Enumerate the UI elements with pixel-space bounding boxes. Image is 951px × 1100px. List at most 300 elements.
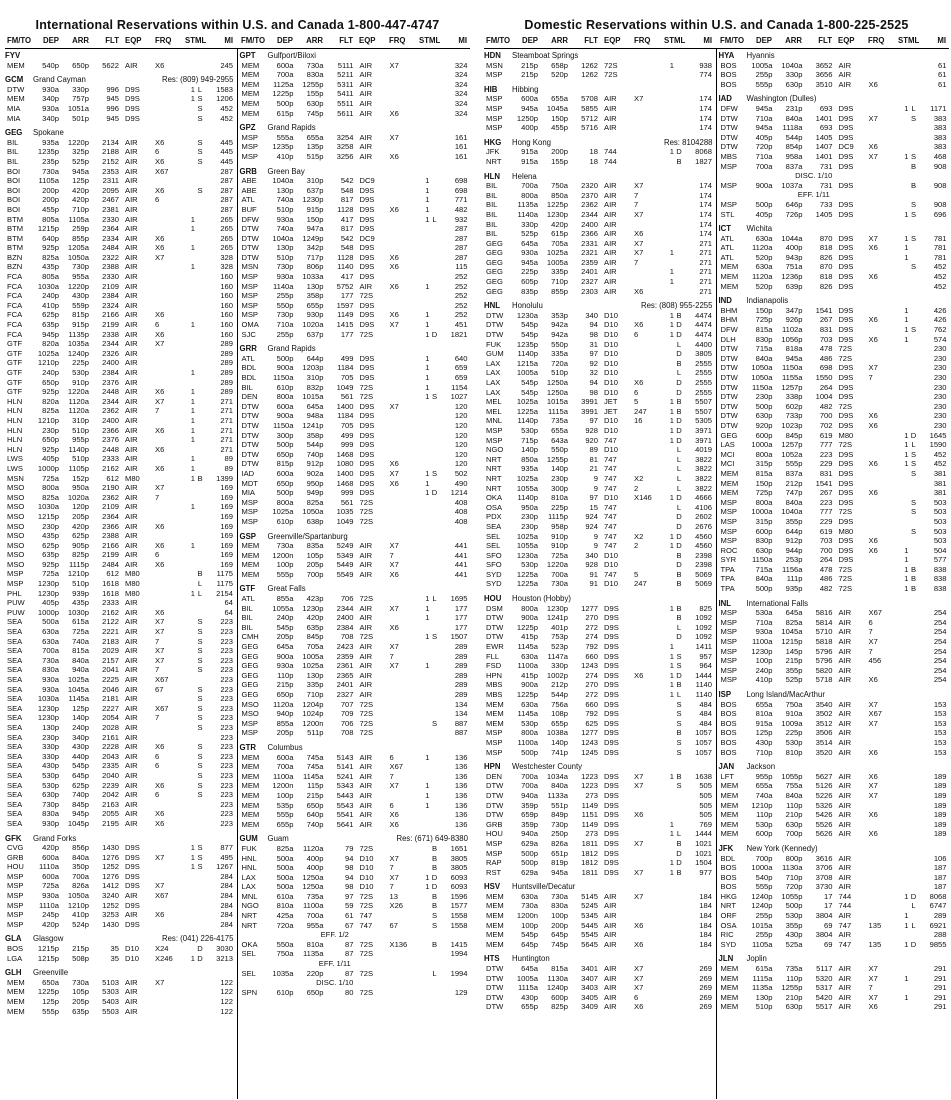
miles-cell: 184 — [699, 939, 712, 949]
flight-cell: 619 — [819, 430, 833, 440]
stops-cell: 1 — [425, 310, 430, 320]
equipment-cell: AIR — [125, 636, 138, 646]
stops-cell: 1 — [904, 243, 909, 253]
frequency-cell — [634, 642, 662, 652]
flight-row — [5, 685, 236, 695]
equipment-cell: AIR — [125, 348, 138, 358]
equipment-cell: AIR — [125, 358, 138, 368]
flight-cell: 2029 — [102, 646, 119, 656]
meal-cell: L — [676, 339, 682, 349]
meal-cell — [195, 320, 205, 330]
equipment-cell: D9S — [359, 430, 375, 440]
miles-cell: 5069 — [695, 569, 712, 579]
departure-cell: 215p — [276, 680, 294, 690]
meal-cell: B — [676, 680, 682, 690]
city-header — [5, 128, 236, 138]
arrival-cell: 1220a — [546, 560, 568, 570]
meal-cell — [674, 642, 684, 652]
from-to-cell: SEA — [7, 809, 23, 819]
departure-cell: 1240p — [751, 891, 773, 901]
from-to-cell: STL — [720, 209, 735, 219]
note-text: DISC. 1/10 — [795, 171, 833, 181]
stops-cell — [897, 719, 909, 729]
flight-row — [240, 450, 471, 460]
flight-cell: 826 — [819, 252, 833, 262]
meal-cell — [674, 191, 684, 201]
from-to-cell: MSP — [720, 536, 737, 546]
meal-cell — [195, 891, 205, 901]
stops-cell — [183, 910, 195, 920]
stops-cell — [418, 142, 430, 152]
departure-cell: 820a — [42, 339, 59, 349]
meal-cell: D — [676, 670, 682, 680]
from-to-cell: BIL — [486, 181, 498, 191]
meal-cell — [430, 459, 440, 469]
frequency-cell: X7 — [155, 852, 165, 862]
header-arrival: ARR — [785, 36, 802, 45]
stops-cell — [662, 123, 674, 133]
miles-cell: 161 — [454, 142, 468, 152]
stops-cell — [418, 291, 430, 301]
miles-cell: 169 — [220, 521, 233, 531]
from-to-cell: GEG — [720, 430, 738, 440]
departure-cell: 715a — [755, 564, 773, 574]
departure-cell: 825a — [42, 492, 59, 502]
miles-cell: 64 — [224, 607, 233, 617]
equipment-cell: AIR — [125, 214, 138, 224]
frequency-cell — [634, 613, 662, 623]
equipment-cell: DC9 — [359, 233, 375, 243]
stops-cell: 1 — [425, 373, 430, 382]
meal-cell — [195, 800, 205, 810]
flight-row — [484, 445, 715, 455]
stops-cell — [662, 388, 674, 398]
meal-cell — [674, 940, 684, 950]
departure-cell: 230p — [521, 512, 538, 522]
arrival-cell: 115p — [307, 781, 324, 791]
from-to-cell: HOU — [7, 862, 24, 872]
meal-cell — [674, 287, 684, 297]
flight-cell: 2334 — [102, 233, 119, 243]
equipment-cell: AIR — [125, 770, 138, 780]
frequency-cell: X6 — [155, 444, 165, 454]
frequency-cell — [390, 613, 418, 623]
stops-cell: 1 — [425, 781, 430, 791]
flight-cell: 98 — [345, 882, 354, 892]
stops-cell: 1 — [190, 368, 195, 377]
meal-cell: L — [676, 502, 682, 512]
flight-row — [5, 853, 236, 863]
meal-cell — [909, 70, 919, 80]
city-block — [240, 834, 471, 997]
arrival-cell: 646p — [785, 199, 803, 209]
from-to-cell: BOI — [7, 176, 21, 186]
meal-cell — [430, 70, 440, 80]
miles-cell: 908 — [933, 180, 947, 190]
arrival-cell: 130p — [306, 670, 324, 680]
frequency-cell: X6 — [389, 622, 399, 632]
reservation-phone — [234, 968, 236, 978]
departure-cell: 1235p — [516, 339, 538, 349]
departure-cell: 100p — [276, 790, 294, 800]
arrival-cell: 545p — [72, 761, 89, 771]
city-name: Honolulu — [512, 301, 543, 311]
miles-cell: 503 — [933, 516, 947, 526]
arrival-cell: 825p — [72, 550, 89, 560]
arrival-cell: 544p — [551, 690, 568, 699]
miles-cell: 505 — [699, 810, 712, 820]
stops-cell — [183, 901, 195, 911]
city-name: Greenville — [33, 968, 69, 978]
frequency-cell — [634, 700, 662, 710]
departure-cell: 650a — [42, 977, 59, 987]
equipment-cell: 72S — [838, 401, 853, 411]
from-to-cell: MSP — [241, 497, 258, 507]
meal-cell — [195, 416, 205, 426]
from-to-cell: GEG — [241, 680, 259, 690]
departure-cell: 815p — [276, 459, 294, 469]
miles-cell: 174 — [699, 113, 712, 123]
frequency-cell — [869, 392, 897, 402]
meal-cell — [674, 70, 684, 80]
frequency-cell — [634, 623, 662, 633]
arrival-cell: 1255p — [546, 454, 568, 464]
frequency-cell — [155, 224, 183, 234]
frequency-cell: X6 — [155, 185, 165, 195]
from-to-cell: MBS — [486, 690, 503, 699]
arrival-cell: 1102a — [781, 325, 803, 335]
departure-cell: 800a — [521, 728, 538, 738]
from-to-cell: SEA — [7, 818, 23, 828]
frequency-cell — [155, 104, 183, 114]
stops-cell — [183, 147, 195, 157]
stops-cell — [418, 854, 430, 864]
frequency-cell — [155, 598, 183, 608]
stops-cell — [897, 536, 909, 546]
flight-row — [240, 421, 471, 431]
departure-cell: 130p — [42, 722, 59, 732]
stops-cell — [418, 450, 430, 460]
equipment-cell: D9S — [125, 900, 140, 910]
frequency-cell: X6 — [155, 742, 165, 752]
reservation-phone: Res: (041) 226-4175 — [161, 934, 234, 944]
city-code: HOU — [484, 594, 502, 604]
from-to-cell: SEA — [7, 713, 23, 723]
flight-cell: 870 — [819, 233, 833, 243]
flight-row — [719, 306, 950, 316]
stops-cell — [183, 944, 195, 954]
flight-cell: 3401 — [581, 964, 598, 974]
flight-row — [719, 964, 950, 974]
flight-row — [5, 733, 236, 743]
frequency-cell — [869, 440, 897, 450]
flight-cell: 91 — [589, 569, 598, 579]
header-from-to: FM/TO — [241, 36, 266, 45]
departure-cell: 815a — [755, 468, 773, 478]
frequency-cell — [869, 479, 897, 489]
city-header — [484, 882, 715, 892]
arrival-cell: 955a — [72, 272, 89, 282]
flight-cell: 1128 — [337, 252, 354, 262]
equipment-cell: D9S — [838, 252, 854, 262]
stops-cell — [662, 1002, 674, 1012]
departure-cell: 900a — [755, 180, 773, 190]
meal-cell: S — [197, 636, 203, 646]
frequency-cell — [155, 474, 183, 484]
city-header — [240, 532, 471, 542]
departure-cell: 655p — [276, 819, 294, 829]
meal-cell: S — [910, 199, 917, 209]
departure-cell: 1235p — [272, 142, 294, 152]
flight-cell: 3506 — [815, 728, 833, 738]
flight-row — [719, 325, 950, 335]
from-to-cell: NRT — [486, 156, 502, 166]
frequency-cell: X6 — [868, 1002, 878, 1012]
meal-cell — [195, 435, 205, 445]
equipment-cell: AIR — [359, 281, 373, 291]
stops-cell — [897, 507, 909, 517]
flight-cell: 486 — [819, 353, 833, 363]
frequency-cell — [634, 849, 662, 859]
stops-cell — [662, 801, 674, 811]
flight-row — [5, 262, 236, 272]
stops-cell — [897, 781, 909, 791]
arrival-cell: 1025a — [302, 661, 324, 671]
departure-cell: 630p — [42, 790, 59, 800]
flight-cell: 223 — [819, 497, 833, 507]
meal-cell — [195, 493, 205, 503]
stops-cell — [662, 810, 674, 820]
miles-cell: 8068 — [929, 891, 947, 901]
equipment-cell: AIR — [604, 901, 617, 911]
miles-cell: 838 — [933, 564, 947, 574]
city-block — [484, 85, 715, 133]
flight-row — [719, 637, 950, 647]
city-header — [719, 296, 950, 306]
meal-cell — [909, 728, 919, 738]
stops-cell: 1 — [669, 310, 674, 320]
equipment-cell: JET — [604, 397, 618, 407]
schedule-column-1 — [484, 49, 717, 1099]
city-header — [719, 762, 950, 772]
from-to-cell: RST — [486, 867, 502, 877]
flight-cell: 79 — [345, 843, 354, 853]
departure-cell: 900a — [276, 411, 294, 421]
flight-cell: 18 — [589, 156, 598, 166]
flight-cell: 5317 — [815, 983, 833, 993]
departure-cell: 925p — [42, 387, 59, 397]
flight-cell: 1035 — [336, 507, 354, 517]
frequency-cell: 7 — [155, 636, 160, 646]
equipment-cell: D9S — [359, 320, 375, 330]
from-to-cell: MEM — [7, 94, 25, 104]
departure-cell: 1150a — [272, 373, 294, 382]
departure-cell: 225p — [521, 267, 538, 277]
arrival-cell: 523p — [551, 642, 568, 652]
city-block — [484, 882, 715, 949]
miles-cell: 3822 — [695, 473, 712, 483]
arrival-cell: 826a — [551, 838, 568, 848]
flight-cell: 2041 — [102, 665, 119, 675]
departure-cell: 420p — [42, 843, 59, 853]
miles-cell: 3805 — [695, 349, 712, 359]
equipment-cell: 744 — [838, 891, 852, 901]
equipment-cell: AIR — [838, 771, 852, 781]
arrival-cell: 100p — [551, 911, 568, 921]
stops-cell — [183, 704, 195, 714]
arrival-cell: 215p — [306, 790, 324, 800]
arrival-cell: 1255p — [302, 79, 324, 89]
flight-row — [240, 310, 471, 320]
flight-cell: 2365 — [336, 670, 354, 680]
from-to-cell: MSP — [241, 728, 258, 738]
flight-cell: 2400 — [102, 415, 119, 425]
stops-cell — [418, 440, 430, 450]
stops-cell — [662, 560, 674, 570]
equipment-cell: D10 — [359, 853, 374, 863]
equipment-cell: D9S — [604, 603, 619, 613]
miles-cell: 445 — [220, 147, 233, 157]
city-code: FYV — [5, 51, 21, 60]
arrival-cell: 645a — [306, 401, 324, 411]
stops-cell — [662, 781, 674, 791]
miles-cell: 383 — [933, 132, 947, 142]
arrival-cell: 945a — [785, 353, 803, 363]
reservation-phone: Res: (671) 649-8380 — [396, 834, 468, 844]
from-to-cell: OKA — [486, 493, 503, 503]
arrival-cell: 338p — [785, 392, 803, 402]
stops-cell — [183, 195, 195, 205]
equipment-cell: AIR — [359, 810, 373, 820]
arrival-cell: 747p — [785, 488, 803, 498]
flight-cell: 3254 — [336, 132, 354, 142]
flight-row — [240, 892, 471, 902]
miles-cell: 441 — [454, 560, 468, 570]
departure-cell: 300p — [276, 430, 294, 440]
equipment-cell: AIR — [125, 233, 138, 243]
departure-cell: 530p — [521, 560, 538, 570]
equipment-cell: AIR — [838, 627, 852, 637]
meal-cell: B — [910, 584, 917, 594]
header-miles: MI — [458, 36, 467, 45]
meal-cell: S — [910, 526, 917, 536]
flight-row — [240, 921, 471, 931]
stops-cell — [183, 1007, 195, 1017]
meal-cell: S — [910, 497, 917, 507]
flight-row — [240, 253, 471, 263]
frequency-cell: X6 — [868, 79, 878, 89]
miles-cell: 184 — [699, 911, 712, 921]
from-to-cell: MSP — [720, 637, 737, 647]
from-to-cell: GTF — [7, 358, 23, 368]
flight-row — [240, 61, 471, 71]
departure-cell: 1150a — [272, 420, 294, 430]
miles-cell: 291 — [933, 992, 947, 1002]
flight-cell: 1252 — [102, 900, 119, 910]
flight-row — [719, 772, 950, 782]
equipment-cell: AIR — [359, 752, 373, 762]
meal-cell — [909, 142, 919, 152]
stops-cell — [662, 522, 674, 532]
meal-cell: S — [197, 790, 203, 800]
meal-cell — [195, 426, 205, 436]
flight-row — [5, 291, 236, 301]
miles-cell: 269 — [699, 992, 712, 1002]
stops-cell — [183, 987, 195, 997]
meal-cell: D — [676, 521, 682, 531]
flight-row — [719, 344, 950, 354]
stops-cell: 1 — [669, 771, 674, 781]
flight-row — [5, 637, 236, 647]
from-to-cell: MEM — [7, 977, 25, 987]
flight-row — [240, 291, 471, 301]
departure-cell: 535p — [276, 800, 294, 810]
miles-cell: 287 — [454, 233, 468, 243]
header-arrival: ARR — [551, 36, 568, 45]
frequency-cell — [390, 363, 418, 373]
column-header-group — [5, 34, 236, 48]
flight-row — [484, 61, 715, 71]
frequency-cell — [390, 234, 418, 244]
flight-row — [719, 892, 950, 902]
departure-cell: 615p — [276, 108, 294, 118]
equipment-cell: AIR — [125, 550, 138, 560]
miles-cell: 115 — [455, 262, 468, 272]
frequency-cell — [390, 373, 418, 383]
frequency-cell — [634, 820, 662, 830]
flight-cell: 1149 — [337, 310, 354, 320]
flight-cell: 1468 — [336, 478, 354, 488]
city-header — [5, 834, 236, 844]
flight-cell: 3407 — [581, 973, 598, 983]
meal-cell: S — [676, 781, 682, 791]
departure-cell: 655a — [755, 781, 773, 791]
frequency-cell: X7 — [634, 181, 644, 191]
frequency-cell: X7 — [389, 560, 399, 570]
frequency-cell: X7 — [868, 637, 878, 647]
equipment-cell: AIR — [838, 853, 852, 863]
from-to-cell: DTW — [486, 790, 504, 800]
equipment-cell: D9S — [838, 382, 854, 392]
equipment-cell: D9S — [838, 478, 854, 488]
miles-cell: 289 — [454, 642, 468, 652]
arrival-cell: 205p — [306, 560, 324, 570]
city-code: HKG — [484, 137, 502, 147]
miles-cell: 271 — [699, 267, 712, 277]
flight-cell: 2225 — [102, 675, 119, 684]
stops-cell: 1 — [425, 363, 430, 373]
reservation-phone — [947, 954, 949, 964]
flight-row — [5, 320, 236, 330]
from-to-cell: SEA — [486, 521, 502, 531]
flight-row — [719, 411, 950, 421]
equipment-cell: D9S — [125, 103, 140, 113]
meal-cell — [430, 152, 440, 162]
equipment-cell: 747 — [604, 541, 617, 551]
header-equipment: EQP — [604, 36, 621, 45]
frequency-cell — [869, 104, 897, 114]
from-to-cell: BIL — [7, 156, 19, 166]
city-code: HYA — [718, 51, 735, 60]
meal-cell: D — [676, 531, 682, 541]
miles-cell: 324 — [454, 108, 468, 118]
flight-row — [5, 94, 236, 104]
departure-cell: 125p — [755, 728, 773, 738]
meal-cell: S — [431, 468, 438, 478]
city-code: GRB — [239, 166, 257, 176]
flight-cell: 5426 — [815, 810, 833, 820]
flight-cell: 1405 — [815, 132, 833, 142]
